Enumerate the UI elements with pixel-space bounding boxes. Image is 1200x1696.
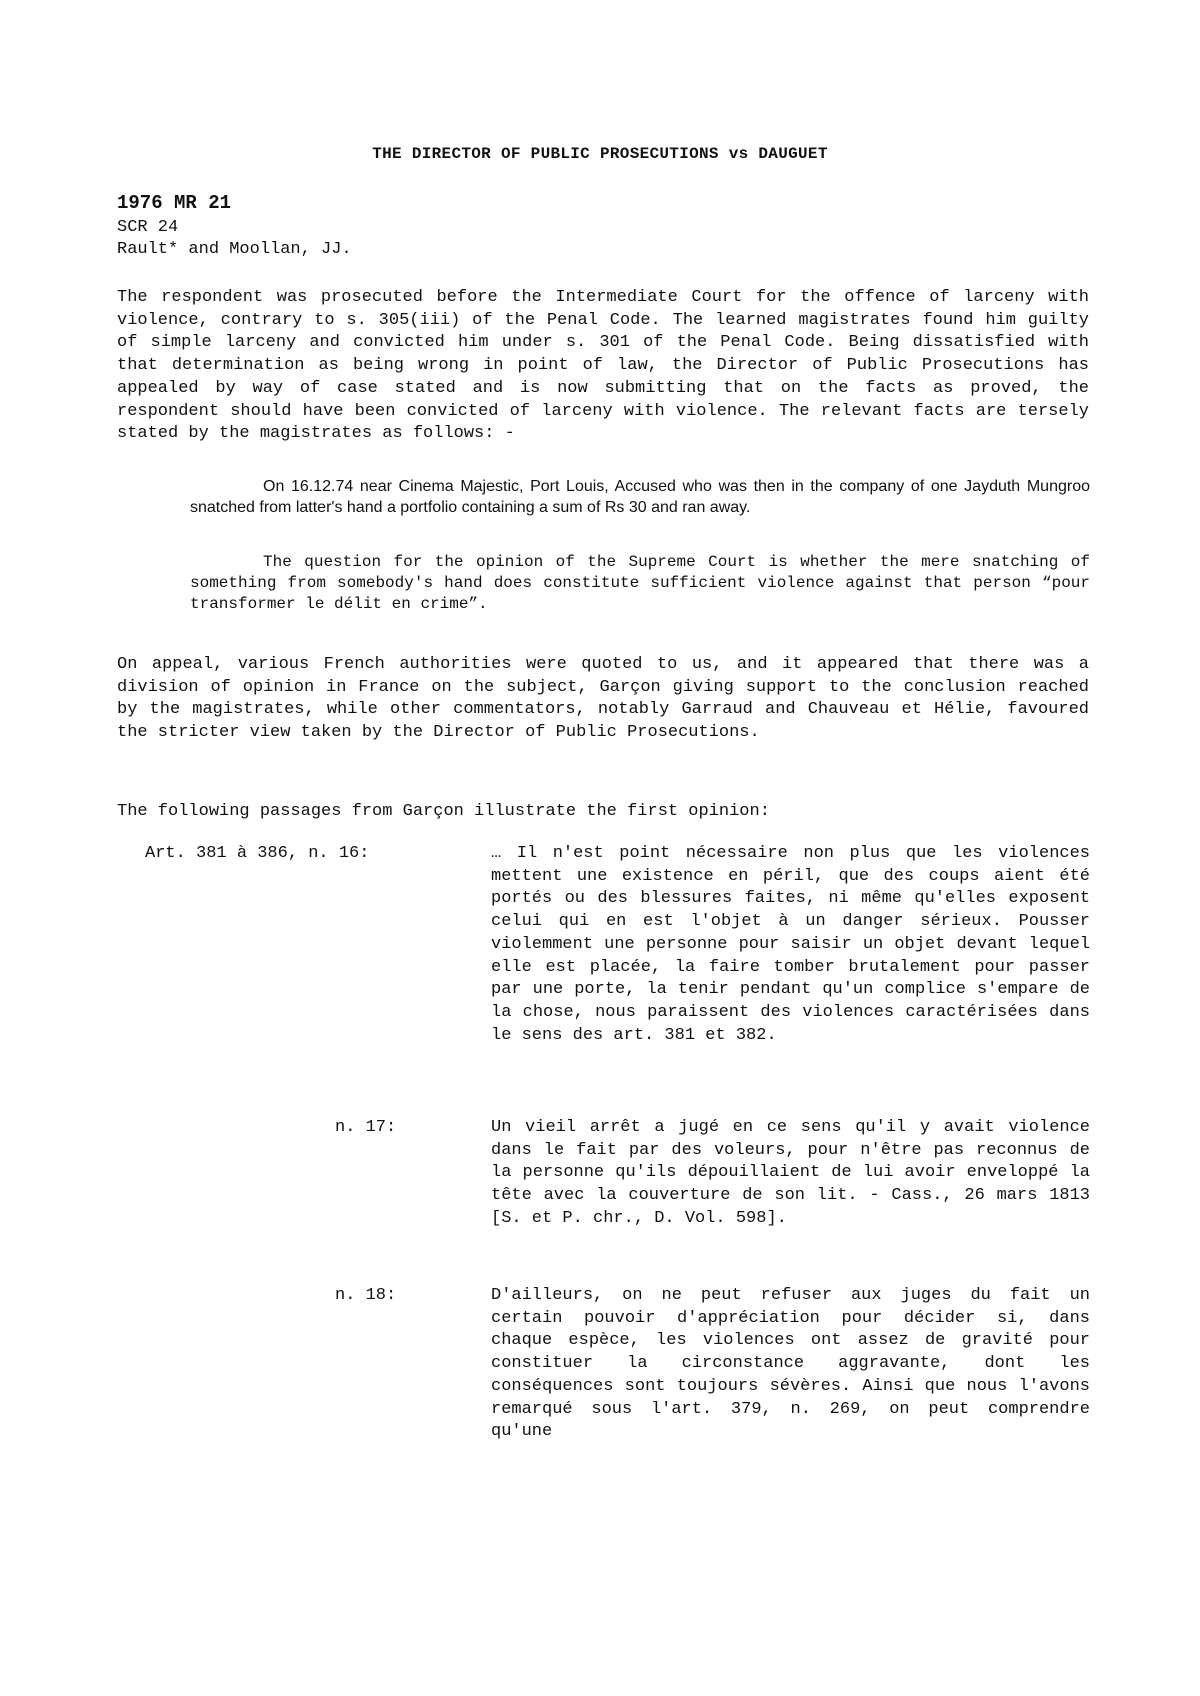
reference-text: … Il n'est point nécessaire non plus que les violences mettent une existence en péril, que des coups aient été portés ou des blessures faites, ni même qu'elles exposent celui qui en est l'objet à un danger sérieux. Pousser violemment une personne pour saisir un objet devant lequel elle est placée, la faire tomber brutalement pour passer par une porte, la tenir pendant qu'un complice s'empare de la chose, nous paraissent des violences caractérisées dans le sens des art. 381 et 382.	[491, 844, 1090, 1045]
case-citation	[117, 192, 352, 262]
intro-paragraph: The respondent was prosecuted before the Intermediate Court for the offence of larceny with violence, contrary to s. 305(iii) of the Penal Code. The learned magistrates found him guilty of simple larceny and convicted him under s. 301 of the Penal Code. Being dissatisfied with that determination as being wrong in point of law, the Director of Public Prosecutions has appealed by way of case stated and is now submitting that on the facts as proved, the respondent should have been convicted of larceny with violence. The relevant facts are tersely stated by the magistrates as follows: -	[117, 288, 1089, 444]
appeal-paragraph: On appeal, various French authorities were quoted to us, and it appeared that there was a division of opinion in France on the subject, Garçon giving support to the conclusion reached by the magistrates, while other commentators, notably Garraud and Chauveau et Hélie, favoured the stricter view taken by the Director of Public Prosecutions.	[117, 655, 1089, 743]
supreme-court-report: SCR 24	[117, 217, 179, 237]
reference-text: Un vieil arrêt a jugé en ce sens qu'il y avait violence dans le fait par des voleurs, pour n'être pas reconnus de la personne qu'ils dépouillaient de lui avoir enveloppé la tête avec la couverture de son lit. - Cass., 26 mars 1813 [S. et P. chr., D. Vol. 598].	[491, 1118, 1090, 1228]
question-quote: The question for the opinion of the Supreme Court is whether the mere snatching of something from somebody's hand does constitute sufficient violence against that person “pour transformer le délit en crime”.	[190, 553, 1090, 613]
reference-text: D'ailleurs, on ne peut refuser aux juges du fait un certain pouvoir d'appréciation pour décider si, dans chaque espèce, les violences ont assez de gravité pour constituer la circonstance aggravante, dont les conséquences sont toujours sévères. Ainsi que nous l'avons remarqué sous l'art. 379, n. 269, on peut comprendre qu'une	[491, 1286, 1090, 1442]
garcon-intro-paragraph: The following passages from Garçon illustrate the first opinion:	[117, 802, 770, 821]
judges-line: Rault* and Moollan, JJ.	[117, 240, 352, 260]
reference-label: Art. 381 à 386, n. 16:	[145, 844, 370, 863]
reference-label: n. 17:	[335, 1118, 397, 1137]
case-title: THE DIRECTOR OF PUBLIC PROSECUTIONS vs DAUGUET	[372, 145, 828, 163]
reference-label: n. 18:	[335, 1286, 397, 1305]
law-report-reference: 1976 MR 21	[117, 192, 232, 214]
facts-quote: On 16.12.74 near Cinema Majestic, Port Louis, Accused who was then in the company of one Jayduth Mungroo snatched from latter's hand a portfolio containing a sum of Rs 30 and ran away.	[190, 478, 1090, 516]
